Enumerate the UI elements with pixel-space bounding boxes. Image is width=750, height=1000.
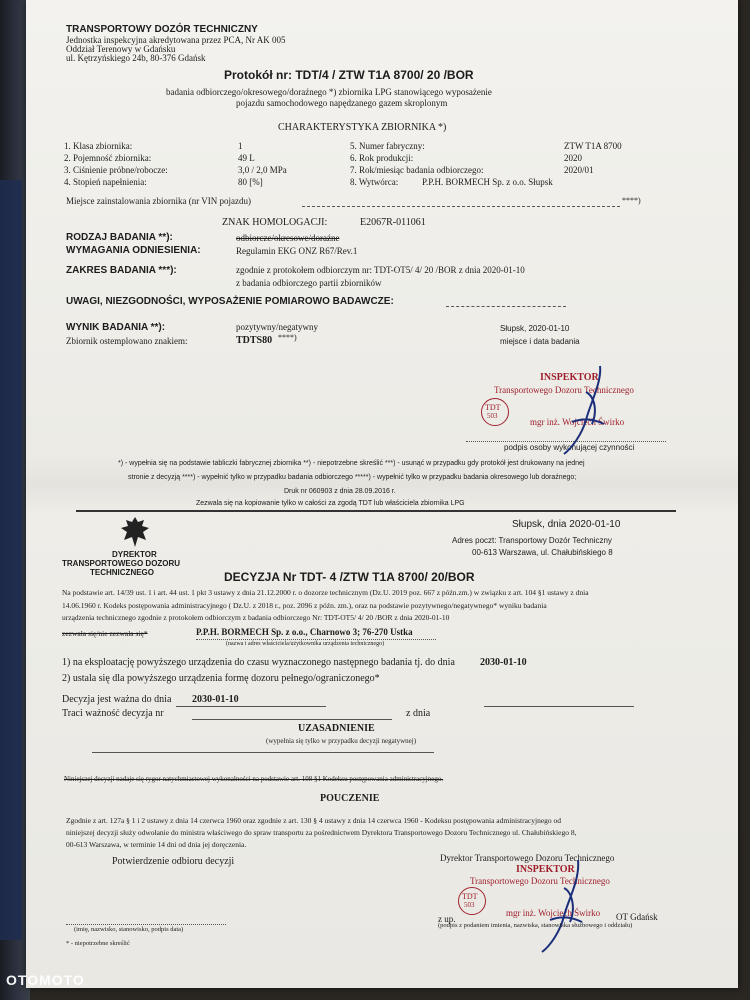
valid-date: 2030-01-10 (192, 694, 239, 705)
char-value-3: 3,0 / 2,0 MPa (238, 165, 287, 175)
char-value-1: 1 (238, 141, 243, 151)
addressee-label: zezwala się/nie zezwala się* (62, 629, 148, 638)
receiver-caption: (imię, nazwisko, stanowisko, podpis data) (74, 926, 184, 933)
director-full: Dyrektor Transportowego Dozoru Technicznego (440, 853, 615, 863)
requirements-label: WYMAGANIA ODNIESIENIA: (66, 245, 201, 256)
signature-caption-2: (podpis z podaniem imienia, nazwiska, stanowiska służbowego i oddziału) (438, 922, 633, 929)
background-blue-object (0, 180, 22, 940)
item-1: 1) na eksploatację powyższego urządzenia do czasu wyznaczonego następnego badania tj. do dnia (62, 657, 455, 668)
justification-line (92, 752, 434, 753)
org-name: TRANSPORTOWY DOZÓR TECHNICZNY (66, 24, 258, 35)
document-sheet (26, 0, 738, 988)
valid-label: Decyzja jest ważna do dnia (62, 694, 172, 705)
print-number: Druk nr 060903 z dnia 28.09.2016 r. (284, 488, 396, 495)
scope-label: ZAKRES BADANIA ***): (66, 265, 177, 276)
legal-2: 14.06.1960 r. Kodeks postępowania administracyjnego ( Dz.U. z 2018 r., poz. 2096 z późn. zm.), oraz na podstawie pozytywnego/negatywnego* wyniku badania (62, 601, 547, 610)
seal-2-num: 503 (464, 901, 475, 909)
lapse-line (192, 719, 392, 720)
characteristics-heading: CHARAKTERYSTYKA ZBIORNIKA *) (278, 122, 447, 133)
char-label-8: 8. Wytwórca: (350, 177, 399, 187)
stamp-label: Zbiornik ostemplowano znakiem: (66, 336, 188, 346)
ot-gdansk: OT Gdańsk (616, 912, 658, 922)
item-2: 2) ustala się dla powyższego urządzenia formę dozoru pełnego/ograniczonego* (62, 673, 380, 684)
receiver-line (66, 924, 226, 925)
copy-note: Zezwala się na kopiowanie tylko w całości za zgodą TDT lub właściciela zbiornika LPG (196, 500, 465, 507)
scope-value-2: z badania odbiorczego partii zbiorników (236, 278, 382, 288)
signature-2-icon (520, 856, 600, 956)
mount-line (302, 206, 620, 207)
inspector-name: mgr inż. Wojciech Świrko (530, 417, 625, 427)
char-label-3: 3. Ciśnienie próbne/robocze: (64, 165, 168, 175)
protocol-subtitle-2: pojazdu samochodowego napędzanego gazem skroplonym (236, 98, 448, 108)
char-value-2: 49 L (238, 153, 255, 163)
decision-address-2: 00-613 Warszawa, ul. Chałubińskiego 8 (472, 548, 613, 557)
char-label-1: 1. Klasa zbiornika: (64, 141, 133, 151)
lapse-date-label: z dnia (406, 708, 431, 719)
footnote-1: *) - wypełnia się na podstawie tabliczki fabrycznej zbiornika **) - niepotrzebne skreślić ***) - usunąć w przypadku gdy protokół jest drukowany na jednej (118, 460, 585, 467)
char-label-2: 2. Pojemność zbiornika: (64, 153, 152, 163)
stamp-note: ****) (278, 333, 297, 342)
char-value-7: 2020/01 (564, 165, 594, 175)
result-label: WYNIK BADANIA **): (66, 322, 166, 333)
justification-heading: UZASADNIENIE (298, 723, 375, 734)
char-label-6: 6. Rok produkcji: (350, 153, 414, 163)
decision-stamp-org: Transportowego Dozoru Technicznego (470, 876, 610, 886)
addressee-caption: (nazwa i adres właściciela/użytkownika urządzenia technicznego) (226, 641, 385, 647)
director-line-1: DYREKTOR (112, 550, 157, 559)
char-value-5: ZTW T1A 8700 (564, 141, 622, 151)
protocol-title: Protokół nr: TDT/4 / ZTW T1A 8700/ 20 /BOR (224, 68, 474, 82)
instruction-1: Zgodnie z art. 127a § 1 i 2 ustawy z dnia 14 czerwca 1960 oraz zgodnie z art. 130 § 4 ustawy z dnia 14 czerwca 1960 - Kodeksu postępowania administracyjnego od (66, 816, 562, 825)
homologation-value: E2067R-011061 (360, 217, 426, 228)
seal-top: TDT (485, 403, 501, 412)
lapse-label: Traci ważność decyzja nr (62, 708, 164, 719)
legal-1: Na podstawie art. 14/39 ust. 1 i art. 44 ust. 1 pkt 3 ustawy z dnia 21.12.2000 r. o dozorze technicznym (Dz.U. 2019 poz. 667 z późn.zm.) w związku z art. 104 §1 ustawy z dnia (62, 588, 589, 597)
instruction-2: niniejszej decyzji służy odwołanie do ministra właściwego do spraw transportu za pośrednictwem Dyrektora Transportowego Dozoru Technicznego ul. Chałubińskiego 8, (66, 828, 577, 837)
char-label-4: 4. Stopień napełnienia: (64, 177, 147, 187)
zup: z up. (438, 914, 456, 924)
justification-note: (wypełnia się tylko w przypadku decyzji negatywnej) (266, 737, 417, 745)
mount-label: Miejsce zainstalowania zbiornika (nr VIN pojazdu) (66, 196, 252, 206)
decision-inspector-name: mgr inż. Wojciech Świrko (506, 908, 601, 918)
eagle-emblem-icon (118, 514, 152, 550)
char-label-7: 7. Rok/miesiąc badania odbiorczego: (350, 165, 484, 175)
receipt-label: Potwierdzenie odbioru decyzji (112, 856, 235, 867)
inspector-stamp-org: Transportowego Dozoru Technicznego (494, 385, 634, 395)
instruction-3: 00-613 Warszawa, w terminie 14 dni od dnia jej doręczenia. (66, 840, 247, 849)
scope-value-1: zgodnie z protokołem odbiorczym nr: TDT-OT5/ 4/ 20 /BOR z dnia 2020-01-10 (236, 265, 525, 275)
result-value: pozytywny/negatywny (236, 322, 318, 332)
result-place-date: Słupsk, 2020-01-10 (500, 324, 570, 333)
char-value-6: 2020 (564, 153, 582, 163)
item-1-date: 2030-01-10 (480, 657, 527, 668)
branch: Oddział Terenowy w Gdańsku (66, 44, 176, 54)
homologation-label: ZNAK HOMOLOGACJI: (222, 217, 328, 228)
signature-caption: podpis osoby wykonującej czynności (504, 443, 635, 452)
stamp-value: TDTS80 (236, 335, 273, 346)
otomoto-watermark: OTOMOTO (6, 972, 85, 988)
remarks-line (446, 306, 566, 307)
valid-line (176, 706, 326, 707)
addressee: P.P.H. BORMECH Sp. z o.o., Charnowo 3; 76-270 Ustka (196, 627, 413, 637)
char-label-5: 5. Numer fabryczny: (350, 141, 425, 151)
section-divider (76, 510, 676, 512)
lapse-date-line (484, 706, 634, 707)
remarks-label: UWAGI, NIEZGODNOŚCI, WYPOSAŻENIE POMIAROWO BADAWCZE: (66, 296, 394, 307)
director-line-2: TRANSPORTOWEGO DOZORU (62, 559, 181, 568)
legal-3: urządzenia technicznego zgodnie z protokołem odbiorczym z badania odbiorczego Nr: TDT-OT5/ 4/ 20 /BOR z dnia 2020-01-10 (62, 613, 450, 622)
char-value-8: P.P.H. BORMECH Sp. z o.o. Słupsk (422, 177, 553, 187)
accreditation: Jednostka inspekcyjna akredytowana przez PCA, Nr AK 005 (66, 35, 286, 45)
protocol-subtitle-1: badania odbiorczego/okresowego/doraźnego *) zbiornika LPG stanowiącego wyposażenie (166, 87, 492, 97)
signature-1-icon (542, 362, 622, 458)
decision-address-1: Adres poczt: Transportowy Dozór Techniczny (452, 536, 612, 545)
strike-note: * - niepotrzebne skreślić (66, 940, 130, 947)
addressee-line (196, 639, 436, 640)
director-line-3: TECHNICZNEGO (90, 568, 154, 577)
address: ul. Kętrzyńskiego 24b, 80-376 Gdańsk (66, 53, 206, 63)
requirements-value: Regulamin EKG ONZ R67/Rev.1 (236, 246, 358, 256)
test-type-label: RODZAJ BADANIA **): (66, 232, 173, 243)
decision-title: DECYZJA Nr TDT- 4 /ZTW T1A 8700/ 20/BOR (224, 570, 475, 584)
footnote-2: stronie z decyzją ****) - wypełnić tylko w przypadku badania odbiorczego *****) - wypełnić tylko w przypadku badania okresowego lub doraźnego; (128, 474, 577, 481)
seal-2-top: TDT (462, 892, 478, 901)
mount-note: ****) (622, 196, 641, 205)
immediate-enforcement: Niniejszej decyzji nadaje się rygor natychmiastowej wykonalności na podstawie art. 108 §1 Kodeksu postępowania administracyjnego. (64, 775, 444, 783)
char-value-4: 80 [%] (238, 177, 263, 187)
instruction-heading: POUCZENIE (320, 793, 380, 804)
inspector-stamp-title: INSPEKTOR (540, 372, 599, 383)
test-type-value: odbiorcze/okresowe/doraźne (236, 233, 340, 243)
decision-place-date: Słupsk, dnia 2020-01-10 (512, 519, 621, 530)
result-place-date-caption: miejsce i data badania (500, 337, 580, 346)
decision-stamp-title: INSPEKTOR (516, 864, 575, 875)
seal-num: 503 (487, 412, 498, 420)
